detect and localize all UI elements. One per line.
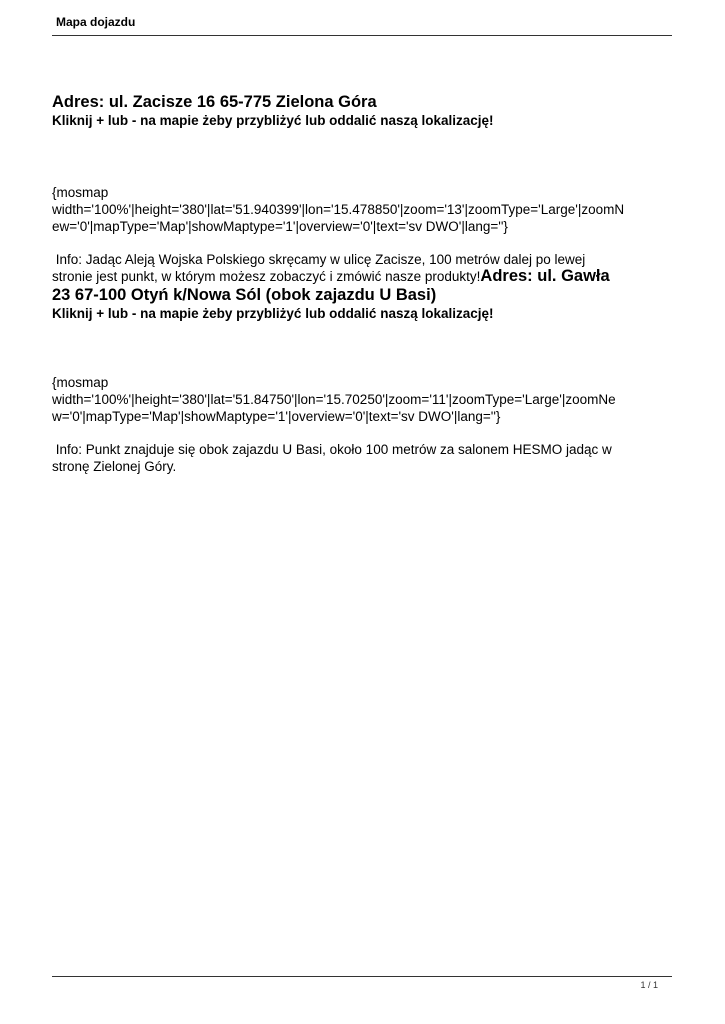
mosmap-code-block [52, 374, 676, 425]
document-body [52, 92, 676, 475]
mosmap-line: {mosmap [52, 185, 109, 200]
map-zoom-hint: Kliknij + lub - na mapie żeby przybliżyć lub oddalić naszą lokalizację! [52, 306, 494, 321]
info-text-line: Info: Punkt znajduje się obok zajazdu U Basi, około 100 metrów za salonem HESMO jadąc w [52, 442, 612, 457]
info-text-line: Info: Jadąc Aleją Wojska Polskiego skręcamy w ulicę Zacisze, 100 metrów dalej po lewej [52, 252, 586, 267]
mosmap-line: ew='0'|mapType='Map'|showMaptype='1'|overview='0'|text='sv DWO'|lang=''} [52, 219, 508, 234]
info-text: stronie jest punkt, w którym możesz zobaczyć i zmówić nasze produkty! [52, 269, 481, 284]
mosmap-line: w='0'|mapType='Map'|showMaptype='1'|overview='0'|text='sv DWO'|lang=''} [52, 409, 501, 424]
info-text-line: stronę Zielonej Góry. [52, 459, 177, 474]
page-number: 1 / 1 [640, 980, 658, 990]
page-header [52, 0, 672, 36]
page-footer [52, 976, 672, 996]
address-heading-zielona-gora: Adres: ul. Zacisze 16 65-775 Zielona Góra [52, 93, 377, 111]
mosmap-line: {mosmap [52, 375, 109, 390]
mosmap-line: width='100%'|height='380'|lat='51.84750'|lon='15.70250'|zoom='11'|zoomType='Large'|zoomNe [52, 392, 616, 407]
mosmap-code-block [52, 184, 676, 235]
address-heading-otyn-continued: 23 67-100 Otyń k/Nowa Sól (obok zajazdu U Basi) [52, 286, 437, 304]
info-paragraph [52, 251, 676, 285]
map-zoom-hint: Kliknij + lub - na mapie żeby przybliżyć lub oddalić naszą lokalizację! [52, 113, 494, 128]
mosmap-line: width='100%'|height='380'|lat='51.940399'|lon='15.478850'|zoom='13'|zoomType='Large'|zoomN [52, 202, 625, 217]
info-paragraph [52, 441, 676, 475]
address-heading-otyn: Adres: ul. Gawła [480, 267, 610, 285]
info-text-line [52, 268, 676, 285]
page-title: Mapa dojazdu [56, 15, 136, 29]
